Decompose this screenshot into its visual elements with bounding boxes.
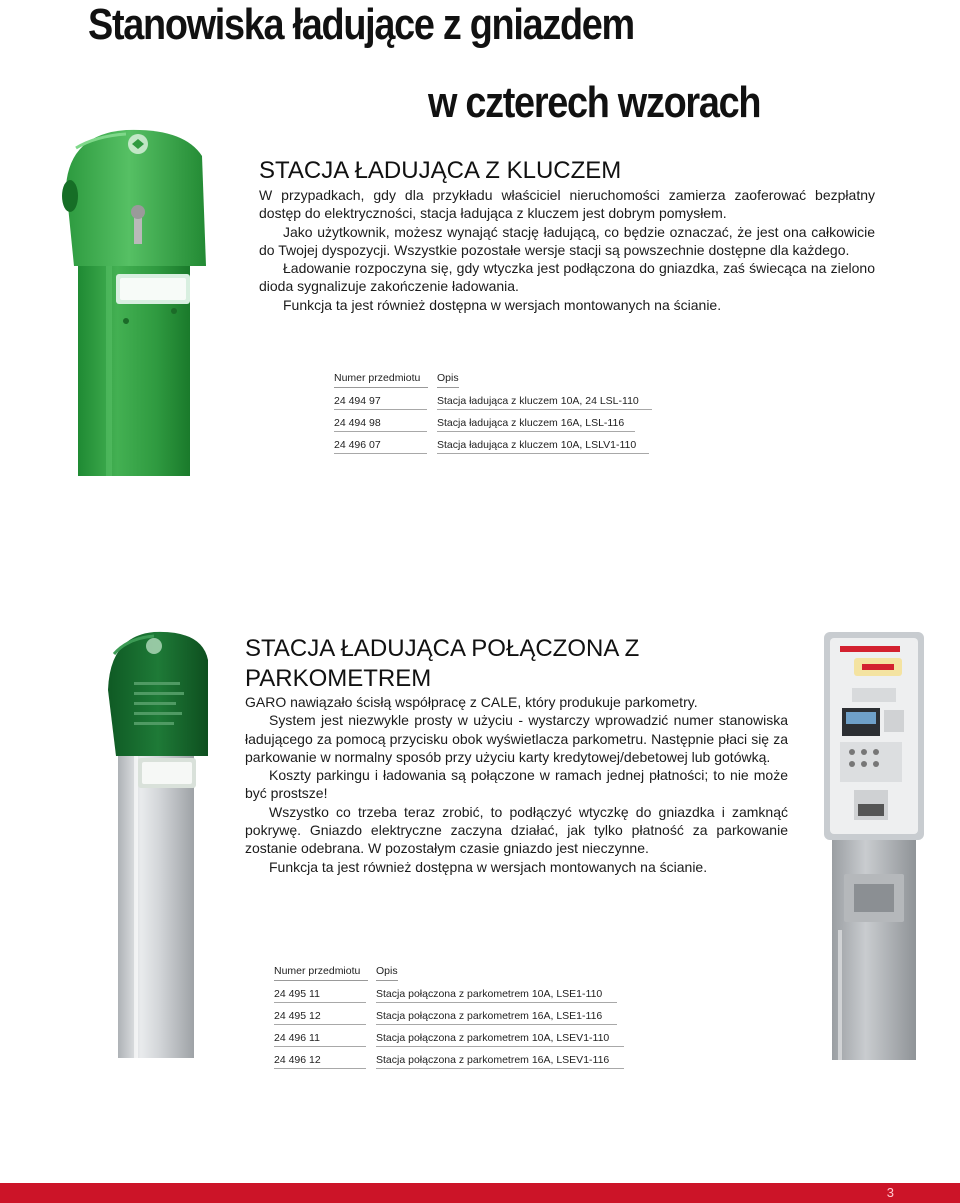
table-row (274, 1025, 624, 1047)
item-number: 24 495 12 (274, 1010, 366, 1025)
section2-paragraph: System jest niezwykle prosty w użyciu - wystarczy wprowadzić numer stanowiska ładującego za pomocą przycisku obok wyświetlacza parkometru. Następnie płaci się za parkowanie w normalny sposób przy użyciu karty kredytowej/debetowej lub gotówką. (245, 712, 788, 765)
section2-title-line1: STACJA ŁADUJĄCA POŁĄCZONA Z (245, 635, 640, 662)
table-header (334, 372, 652, 388)
table-row (274, 981, 624, 1003)
section1-paragraph: Jako użytkownik, możesz wynająć stację ładującą, co będzie oznaczać, że jest ona całkowicie do Twojej dyspozycji. Wszystkie pozostałe wersje stacji są powszechnie dostępne dla każdego. (259, 223, 875, 258)
table-row (274, 1003, 624, 1025)
table-header (274, 965, 624, 981)
table-row (274, 1047, 624, 1069)
item-description: Stacja połączona z parkometrem 16A, LSE1-116 (376, 1010, 617, 1025)
item-number: 24 496 12 (274, 1054, 366, 1069)
page-headline-line1: Stanowiska ładujące z gniazdem (88, 0, 634, 49)
key-charging-station-image (56, 126, 214, 476)
section2-product-table (274, 965, 624, 1069)
section2-paragraph: GARO nawiązało ścisłą współpracę z CALE, który produkuje parkometry. (245, 694, 698, 710)
section1-product-table (334, 372, 652, 454)
table-header-item-number: Numer przedmiotu (274, 965, 368, 981)
parking-meter-charging-station-image (104, 630, 216, 1058)
item-description: Stacja połączona z parkometrem 10A, LSE1-110 (376, 988, 617, 1003)
item-number: 24 495 11 (274, 988, 366, 1003)
parking-meter-image (818, 630, 930, 1060)
table-header-description: Opis (376, 965, 398, 981)
footer-bar (0, 1183, 960, 1203)
item-description: Stacja ładująca z kluczem 16A, LSL-116 (437, 417, 635, 432)
table-header-description: Opis (437, 372, 459, 388)
section2-title-line2: PARKOMETREM (245, 665, 432, 692)
section2-paragraph: Funkcja ta jest również dostępna w wersjach montowanych na ścianie. (269, 858, 708, 875)
section1-paragraph: W przypadkach, gdy dla przykładu właściciel nieruchomości zamierza zaoferować bezpłatny dostęp do elektryczności, stacja ładująca z kluczem jest dobrym pomysłem. (259, 187, 875, 222)
section1-body (259, 186, 875, 314)
item-number: 24 496 11 (274, 1032, 366, 1047)
item-description: Stacja ładująca z kluczem 10A, LSLV1-110 (437, 439, 649, 454)
page-number: 3 (886, 1185, 894, 1200)
section2-title (245, 634, 639, 694)
item-number: 24 494 97 (334, 395, 427, 410)
section1-paragraph: Ładowanie rozpoczyna się, gdy wtyczka jest podłączona do gniazdka, zaś świecąca na zielono dioda sygnalizuje zakończenie ładowania. (259, 260, 875, 295)
section2-body (245, 693, 788, 876)
item-description: Stacja ładująca z kluczem 10A, 24 LSL-110 (437, 395, 652, 410)
section1-title: STACJA ŁADUJĄCA Z KLUCZEM (259, 157, 622, 184)
item-number: 24 494 98 (334, 417, 427, 432)
table-header-item-number: Numer przedmiotu (334, 372, 428, 388)
section2-paragraph: Wszystko co trzeba teraz zrobić, to podłączyć wtyczkę do gniazdka i zamknąć pokrywę. Gniazdo elektryczne zaczyna działać, jak tylko płatność za parkowanie zostanie odebrana. W pozostałym czasie gniazdo jest nieczynne. (245, 803, 788, 857)
item-number: 24 496 07 (334, 439, 427, 454)
table-row (334, 388, 652, 410)
page-headline-line2: w czterech wzorach (428, 78, 761, 127)
table-row (334, 432, 652, 454)
item-description: Stacja połączona z parkometrem 10A, LSEV1-110 (376, 1032, 624, 1047)
section1-paragraph: Funkcja ta jest również dostępna w wersjach montowanych na ścianie. (283, 296, 722, 313)
item-description: Stacja połączona z parkometrem 16A, LSEV1-116 (376, 1054, 624, 1069)
section2-paragraph: Koszty parkingu i ładowania są połączone w ramach jednej płatności; to nie może być prostsze! (245, 767, 788, 802)
table-row (334, 410, 652, 432)
